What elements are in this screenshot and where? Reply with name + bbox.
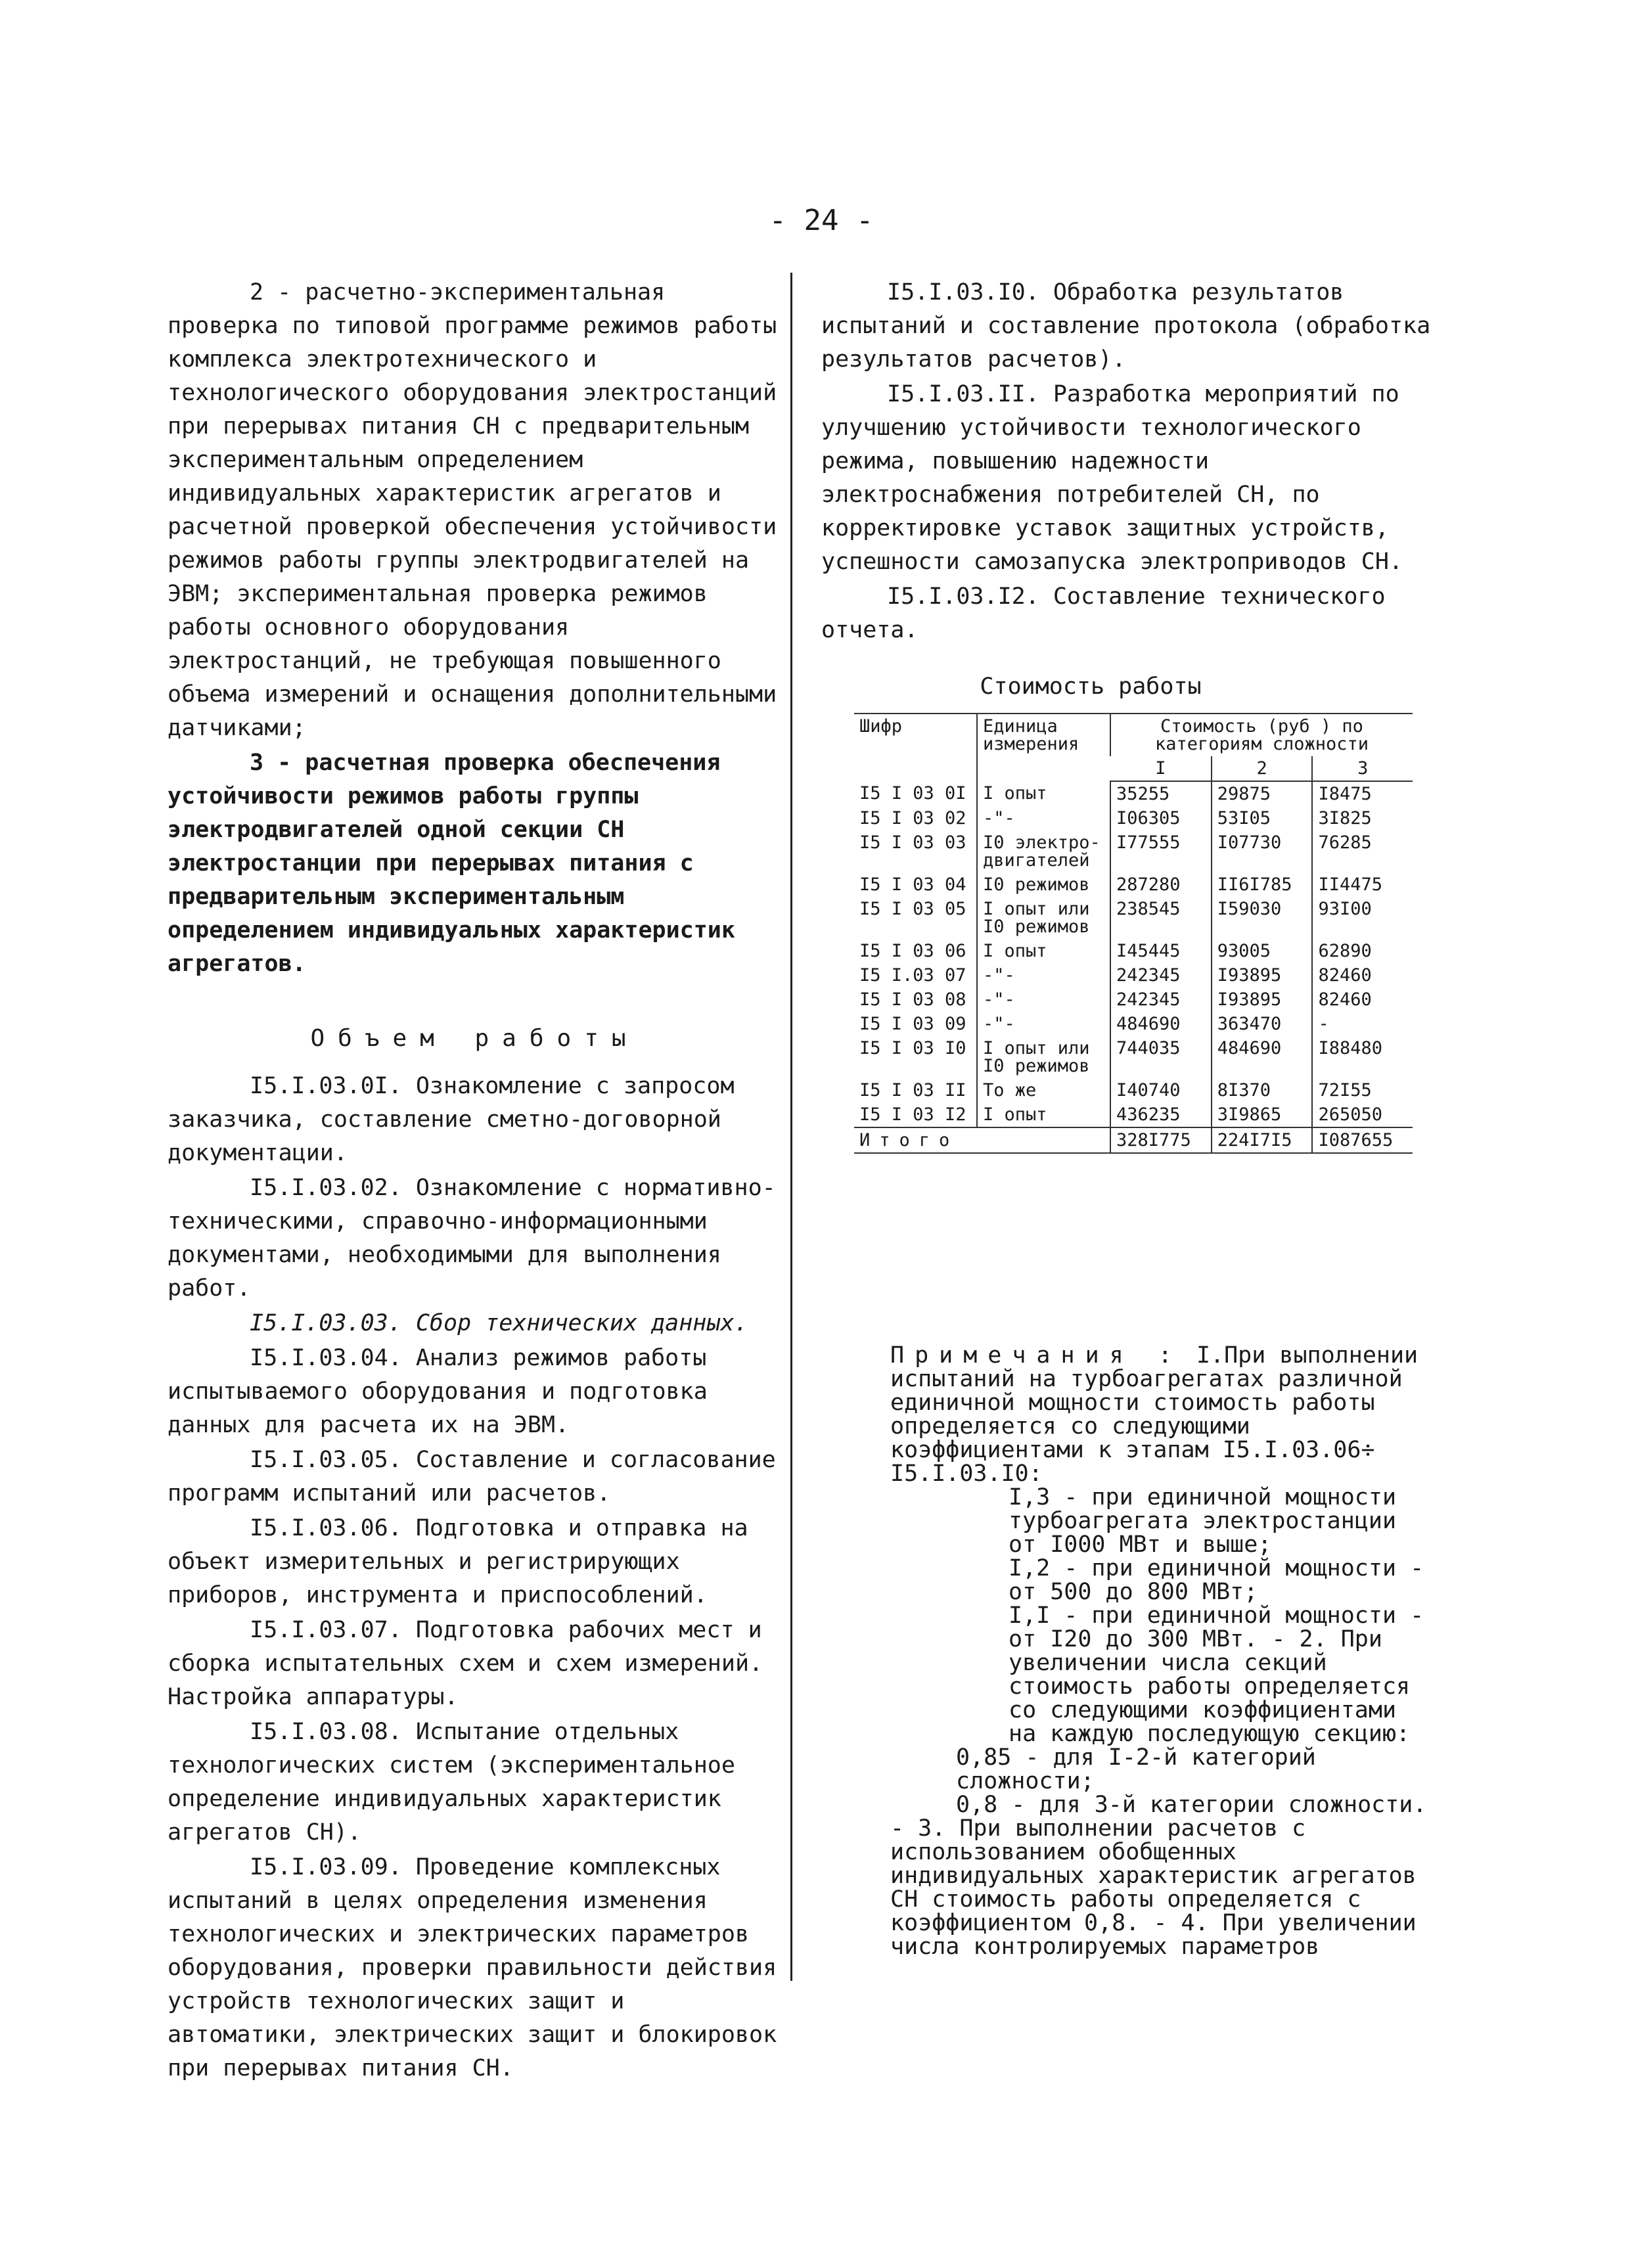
cell-c2: II6I785 (1212, 873, 1313, 897)
cell-c1: 242345 (1110, 963, 1212, 987)
table-header-row (854, 714, 1413, 756)
cell-c3: 93I00 (1312, 897, 1413, 939)
table-row (854, 1012, 1413, 1036)
cell-c3: II4475 (1312, 873, 1413, 897)
table-row (854, 897, 1413, 939)
notes-heading: Примечания : (890, 1342, 1183, 1369)
cell-unit: То же (977, 1078, 1110, 1102)
work-item: I5.I.03.08. Испытание отдельных технологических систем (экспериментальное определение индивидуальных характеристик агрегатов СН). (168, 1719, 735, 1846)
note-3-4: - 3. При выполнении расчетов с использованием обобщенных индивидуальных характеристик агрегатов СН стоимость работы определяется с коэффициентом 0,8. - 4. При увеличении числа контролируемых параметров (890, 1815, 1417, 1960)
note-coef-4: 0,85 - для I-2-й категорий сложности; (956, 1744, 1316, 1794)
cell-c2: 8I370 (1212, 1078, 1313, 1102)
work-item: I5.I.03.09. Проведение комплексных испытаний в целях определения изменения технологических и электрических параметров оборудования, проверки правильности действия устройств технологических защит и автоматики, электрических защит и блокировок при перерывах питания СН. (168, 1854, 777, 2081)
cell-unit: I опыт (977, 781, 1110, 806)
cell-code: I5 I 03 08 (859, 989, 966, 1010)
work-item: I5.I.03.04. Анализ режимов работы испытываемого оборудования и подготовка данных для расчета их на ЭВМ. (168, 1345, 708, 1438)
total-c3: I087655 (1312, 1127, 1413, 1153)
cell-code: I5 I 03 02 (859, 808, 966, 828)
section-title: Объем работы (310, 1025, 639, 1052)
work-item: I5.I.03.I2. Составление технического отчета. (821, 583, 1386, 643)
table-row (854, 939, 1413, 963)
cell-c1: I40740 (1110, 1078, 1212, 1102)
cell-c2: 93005 (1212, 939, 1313, 963)
work-item: I5.I.03.05. Составление и согласование программ испытаний или расчетов. (168, 1447, 776, 1507)
paragraph-item-3: 3 - расчетная проверка обеспечения устойчивости режимов работы группы электродвигателей одной секции СН электростанции при перерывах питания с предварительным экспериментальным определением индивидуальных характеристик агрегатов. (168, 750, 735, 977)
work-item: I5.I.03.07. Подготовка рабочих мест и сборка испытательных схем и схем измерений. Настройка аппаратуры. (168, 1617, 763, 1710)
cell-c1: 242345 (1110, 987, 1212, 1012)
cell-c2: I59030 (1212, 897, 1313, 939)
work-item: I5.I.03.03. Сбор технических данных. (250, 1310, 748, 1336)
cell-unit: I опыт или I0 режимов (977, 897, 1110, 939)
header-unit: Единица измерения (977, 714, 1110, 781)
note-coef-2: I,2 - при единичной мощности - от 500 до 800 МВт; (1009, 1555, 1424, 1605)
cell-c1: 238545 (1110, 897, 1212, 939)
cell-unit: I опыт или I0 режимов (977, 1036, 1110, 1078)
header-cat3: 3 (1312, 756, 1413, 781)
cell-unit: -"- (977, 1012, 1110, 1036)
note-1: I.При выполнении испытаний на турбоагрегатах различной единичной мощности стоимость работы определяется со следующими коэффициентами к этапам I5.I.03.06÷ I5.I.03.I0: (890, 1342, 1418, 1487)
cell-unit: I0 режимов (977, 873, 1110, 897)
cell-c1: 436235 (1110, 1102, 1212, 1127)
cell-c3: 82460 (1312, 987, 1413, 1012)
table-title: Стоимость работы (980, 673, 1202, 700)
cell-c3: 62890 (1312, 939, 1413, 963)
cell-code: I5 I 03 05 (859, 899, 966, 919)
cell-c1: 484690 (1110, 1012, 1212, 1036)
cell-unit: I опыт (977, 939, 1110, 963)
table-row (854, 987, 1413, 1012)
cell-c2: I93895 (1212, 963, 1313, 987)
cell-code: I5 I 03 I0 (859, 1038, 966, 1058)
cell-unit: -"- (977, 806, 1110, 830)
cell-c2: 53I05 (1212, 806, 1313, 830)
header-cost-group: Стоимость (руб ) по категориям сложности (1110, 714, 1413, 756)
cell-unit: -"- (977, 987, 1110, 1012)
work-item: I5.I.03.0I. Ознакомление с запросом заказчика, составление сметно-договорной документации. (168, 1073, 735, 1166)
cell-code: I5 I 03 II (859, 1080, 966, 1100)
work-item: I5.I.03.06. Подготовка и отправка на объект измерительных и регистрирующих приборов, инструмента и приспособлений. (168, 1515, 748, 1608)
cell-code: I5 I 03 I2 (859, 1104, 966, 1125)
notes (890, 1344, 1436, 1959)
total-c2: 224I7I5 (1212, 1127, 1313, 1153)
table-row (854, 873, 1413, 897)
table-total-row (854, 1127, 1413, 1153)
left-column (168, 276, 782, 2087)
work-item: I5.I.03.I0. Обработка результатов испытаний и составление протокола (обработка результатов расчетов). (821, 279, 1431, 373)
table-row (854, 1078, 1413, 1102)
cell-c2: 29875 (1212, 781, 1313, 806)
paragraph-item-2: 2 - расчетно-экспериментальная проверка по типовой программе режимов работы комплекса электротехнического и технологического оборудования электростанций при перерывах питания СН с предварительным экспериментальным определением индивидуальных характеристик агрегатов и расчетной проверкой обеспечения устойчивости режимов работы группы электродвигателей на ЭВМ; экспериментальная проверка режимов работы основного оборудования электростанций, не требующая повышенного объема измерений и оснащения дополнительными датчиками; (168, 279, 777, 741)
cell-c1: I45445 (1110, 939, 1212, 963)
cell-c1: 287280 (1110, 873, 1212, 897)
cost-table (854, 713, 1413, 1154)
cell-unit: -"- (977, 963, 1110, 987)
cell-c3: 76285 (1312, 830, 1413, 873)
cell-c2: I93895 (1212, 987, 1313, 1012)
page-number: - 24 - (769, 204, 874, 237)
cell-code: I5 I 03 04 (859, 874, 966, 895)
cell-c2: 363470 (1212, 1012, 1313, 1036)
cell-c1: I06305 (1110, 806, 1212, 830)
total-label: Итого (854, 1127, 1110, 1153)
right-column (821, 276, 1439, 648)
cell-c2: 484690 (1212, 1036, 1313, 1078)
cell-c3: 82460 (1312, 963, 1413, 987)
note-coef-1: I,3 - при единичной мощности турбоагрегата электростанции от I000 МВт и выше; (1009, 1484, 1397, 1558)
cell-c3: 72I55 (1312, 1078, 1413, 1102)
table-row (854, 1102, 1413, 1127)
cell-c3: I88480 (1312, 1036, 1413, 1078)
cell-unit: I0 электро-двигателей (977, 830, 1110, 873)
cell-c2: 3I9865 (1212, 1102, 1313, 1127)
cell-code: I5 I.03 07 (859, 965, 966, 986)
table-row (854, 806, 1413, 830)
cell-unit: I опыт (977, 1102, 1110, 1127)
cell-c1: 744035 (1110, 1036, 1212, 1078)
work-item: I5.I.03.II. Разработка мероприятий по улучшению устойчивости технологического режима, повышению надежности электроснабжения потребителей СН, по корректировке уставок защитных устройств, успешности самозапуска электроприводов СН. (821, 381, 1403, 575)
cell-c3: I8475 (1312, 781, 1413, 806)
cell-code: I5 I 03 09 (859, 1014, 966, 1034)
table-row (854, 830, 1413, 873)
cell-c3: 3I825 (1312, 806, 1413, 830)
header-cat2: 2 (1212, 756, 1313, 781)
cell-c2: I07730 (1212, 830, 1313, 873)
table-row (854, 963, 1413, 987)
header-code: Шифр (854, 714, 977, 781)
cell-c3: - (1312, 1012, 1413, 1036)
total-c1: 328I775 (1110, 1127, 1212, 1153)
note-coef-3: I,I - при единичной мощности - от I20 до 300 МВт. - 2. При увеличении числа секций стоимость работы определяется со следующими коэффициентами на каждую последующую секцию: (1009, 1602, 1424, 1747)
cell-c1: 35255 (1110, 781, 1212, 806)
table-row (854, 1036, 1413, 1078)
cell-c1: I77555 (1110, 830, 1212, 873)
column-divider (790, 273, 792, 1981)
header-cat1: I (1110, 756, 1212, 781)
cell-code: I5 I 03 06 (859, 941, 966, 961)
cell-code: I5 I 03 0I (859, 783, 966, 804)
table-row (854, 781, 1413, 806)
note-coef-5: 0,8 - для 3-й категории сложности. (956, 1792, 1427, 1818)
cell-c3: 265050 (1312, 1102, 1413, 1127)
work-item: I5.I.03.02. Ознакомление с нормативно-техническими, справочно-информационными документами, необходимыми для выполнения работ. (168, 1175, 776, 1302)
cell-code: I5 I 03 03 (859, 832, 966, 853)
